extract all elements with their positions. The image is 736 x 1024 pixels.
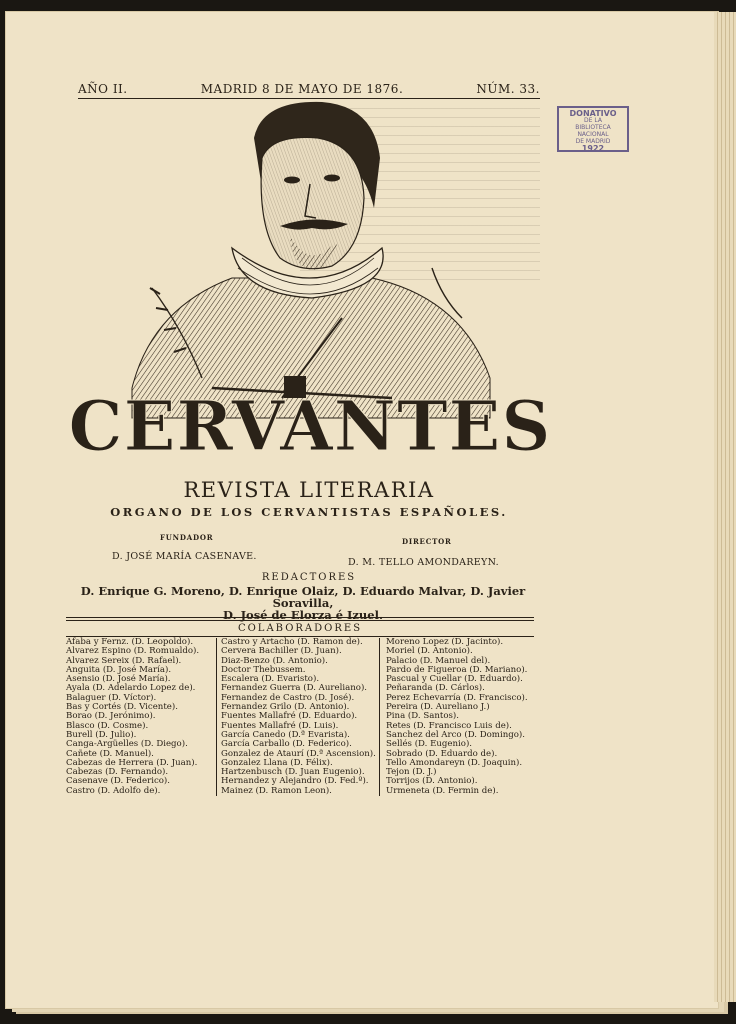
colaborador-entry: Bas y Cortés (D. Vicente).	[66, 702, 178, 713]
masthead-year: AÑO II.	[78, 82, 128, 96]
colaborador-entry: Fernandez de Castro (D. José).	[221, 692, 355, 703]
colaborador-entry: Torrijos (D. Antonio).	[386, 776, 478, 787]
colaborador-entry: Moriel (D. Antonio).	[386, 646, 473, 657]
colaborador-entry: Tello Amondareyn (D. Joaquin).	[386, 757, 523, 768]
colaborador-entry: Sobrado (D. Eduardo de).	[386, 748, 498, 759]
colaboradores-column-1	[66, 638, 216, 796]
colaborador-entry: Sellés (D. Eugenio).	[386, 739, 473, 750]
colaborador-entry: Borao (D. Jerónimo).	[66, 711, 156, 722]
founder-label: FUNDADOR	[160, 533, 214, 542]
colaborador-entry: Pina (D. Santos).	[386, 711, 459, 722]
director-label: DIRECTOR	[402, 537, 452, 546]
colaborador-entry: Casenave (D. Federico).	[66, 776, 171, 787]
colaborador-entry: Pascual y Cuellar (D. Eduardo).	[386, 674, 523, 685]
colaborador-entry: Escalera (D. Evaristo).	[221, 674, 320, 685]
colaboradores-list	[66, 638, 536, 796]
colaborador-entry: Hernandez y Alejandro (D. Fed.º).	[221, 776, 369, 787]
colaborador-entry: Fuentes Mallafré (D. Eduardo).	[221, 711, 358, 722]
colaborador-entry: Gonzalez de Ataurí (D.ª Ascension).	[221, 748, 376, 759]
colaborador-entry: García Canedo (D.ª Evarista).	[221, 729, 350, 740]
colaborador-entry: Ayala (D. Adelardo Lopez de).	[66, 683, 196, 694]
colaborador-entry: Fernandez Guerra (D. Aureliano).	[221, 683, 368, 694]
colaborador-entry: Blasco (D. Cosme).	[66, 720, 149, 731]
colaborador-entry: Pereira (D. Aureliano J.)	[386, 702, 490, 713]
colaborador-entry: Cabezas de Herrera (D. Juan).	[66, 757, 198, 768]
colaborador-entry: Afaba y Fernz. (D. Leopoldo).	[66, 637, 194, 647]
redactores-heading: REDACTORES	[261, 572, 357, 583]
colaborador-entry: Burell (D. Julio).	[66, 729, 137, 740]
colaborador-entry: Anguita (D. José María).	[66, 664, 172, 675]
colaborador-entry: Cabezas (D. Fernando).	[66, 767, 169, 778]
colaborador-entry: Retes (D. Francisco Luis de).	[386, 720, 512, 731]
library-stamp: DONATIVO DE LA BIBLIOTECA NACIONAL DE MADRID 1922	[557, 106, 629, 152]
colaborador-entry: Fernandez Grilo (D. Antonio).	[221, 702, 350, 713]
colaborador-entry: Mainez (D. Ramon Leon).	[221, 785, 332, 796]
colaborador-entry: Urmeneta (D. Fermin de).	[386, 785, 499, 796]
colaborador-entry: Canga-Argüelles (D. Diego).	[66, 739, 188, 750]
colaborador-entry: Gonzalez Llana (D. Félix).	[221, 757, 333, 768]
colaborador-entry: Tejon (D. J.)	[386, 767, 437, 778]
colaborador-entry: Pardo de Figueroa (D. Mariano).	[386, 664, 528, 675]
founder-name: D. JOSÉ MARÍA CASENAVE.	[112, 551, 257, 562]
svg-text:CERVANTES: CERVANTES	[68, 387, 552, 467]
colaborador-entry: Palacio (D. Manuel del).	[386, 655, 491, 666]
subtitle: REVISTA LITERARIA	[183, 478, 435, 502]
divider	[66, 620, 534, 621]
masthead	[78, 72, 540, 99]
colaborador-entry: Balaguer (D. Víctor).	[66, 692, 157, 703]
colaborador-entry: Castro (D. Adolfo de).	[66, 785, 161, 796]
colaborador-entry: Doctor Thebussem.	[221, 664, 306, 675]
page-edges	[714, 12, 736, 1002]
colaborador-entry: Asensio (D. José María).	[66, 674, 171, 685]
colaboradores-heading: COLABORADORES	[237, 623, 363, 634]
colaborador-entry: García Carballo (D. Federico).	[221, 739, 352, 750]
colaborador-entry: Alvarez Espino (D. Romualdo).	[66, 646, 200, 657]
colaborador-entry: Hartzenbusch (D. Juan Eugenio).	[221, 767, 365, 778]
colaborador-entry: Peñaranda (D. Cárlos).	[386, 683, 485, 694]
colaboradores-column-2	[216, 638, 379, 796]
cervantes-title-lettering	[68, 376, 552, 472]
colaborador-entry: Diaz-Benzo (D. Antonio).	[221, 655, 328, 666]
colaborador-entry: Cervera Bachiller (D. Juan).	[221, 646, 342, 657]
colaborador-entry: Perez Echevarría (D. Francisco).	[386, 692, 528, 703]
colaborador-entry: Moreno Lopez (D. Jacinto).	[386, 637, 504, 647]
colaborador-entry: Cañete (D. Manuel).	[66, 748, 154, 759]
redactores-list: D. Enrique G. Moreno, D. Enrique Olaiz, D. Eduardo Malvar, D. Javier Soravilla, D. José de Elorza é Izuel.	[80, 584, 526, 622]
tagline: ORGANO DE LOS CERVANTISTAS ESPAÑOLES.	[110, 505, 508, 519]
colaborador-entry: Alvarez Sereix (D. Rafael).	[66, 655, 182, 666]
colaborador-entry: Fuentes Mallafré (D. Luis).	[221, 720, 339, 731]
colaboradores-column-3	[379, 638, 536, 796]
masthead-date: MADRID 8 DE MAYO DE 1876.	[200, 82, 404, 96]
masthead-number: NÚM. 33.	[476, 82, 540, 96]
divider	[66, 617, 534, 618]
director-name: D. M. TELLO AMONDAREYN.	[348, 557, 499, 568]
colaborador-entry: Castro y Artacho (D. Ramon de).	[221, 637, 363, 647]
colaborador-entry: Sanchez del Arco (D. Domingo).	[386, 729, 525, 740]
